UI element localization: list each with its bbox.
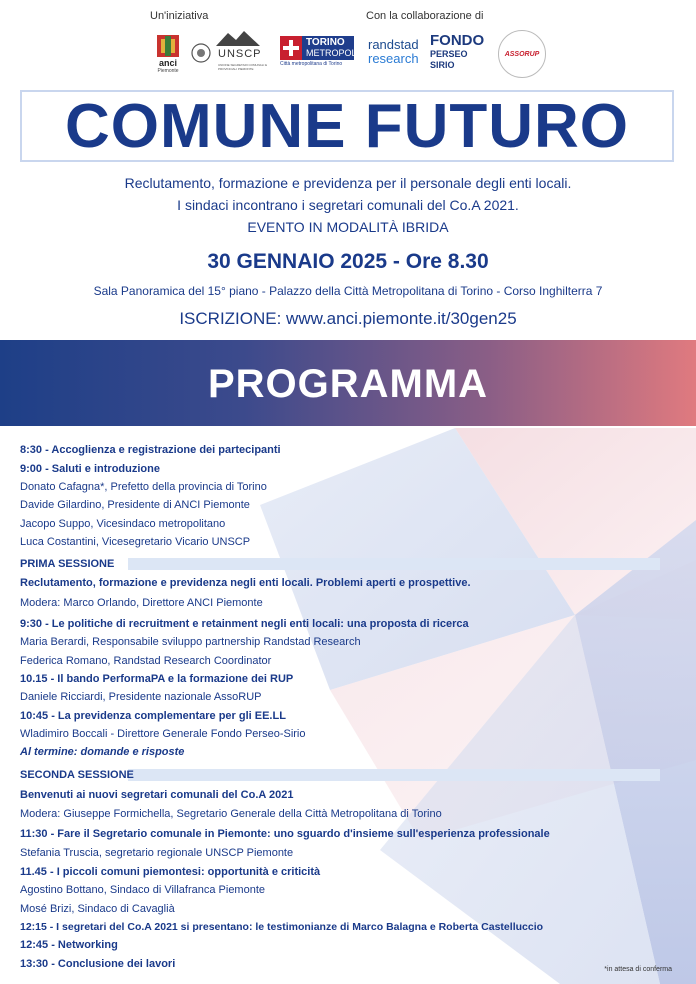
randstad-logo-line2: research: [368, 51, 419, 66]
footnote: *in attesa di conferma: [604, 966, 672, 973]
program-line: 12:15 - I segretari del Co.A 2021 si presentano: le testimonianze di Marco Balagna e Roberta Castelluccio: [20, 921, 544, 933]
page-title: COMUNE FUTURO: [64, 91, 630, 161]
program-line: Stefania Truscia, segretario regionale UNSCP Piemonte: [20, 847, 294, 859]
unscp-emblem-icon: [190, 42, 212, 64]
prima-sessione-bar: [128, 558, 660, 570]
program-line: Mosé Brizi, Sindaco di Cavaglià: [20, 903, 175, 915]
program-line: Reclutamento, formazione e previdenza negli enti locali. Problemi aperti e prospettive.: [20, 577, 471, 589]
program-line: 9:30 - Le politiche di recruitment e retainment negli enti locali: una proposta di ricerca: [20, 618, 469, 630]
program-line: Modera: Giuseppe Formichella, Segretario Generale della Città Metropolitana di Torino: [20, 808, 442, 820]
anci-logo-sub: Piemonte: [157, 67, 179, 74]
registration-link[interactable]: ISCRIZIONE: www.anci.piemonte.it/30gen25: [179, 309, 517, 328]
program-line: Daniele Ricciardi, Presidente nazionale AssoRUP: [20, 691, 262, 703]
program-line: Wladimiro Boccali - Direttore Generale Fondo Perseo-Sirio: [20, 728, 306, 740]
randstad-logo-line1: randstad: [368, 37, 419, 52]
torino-metropoli-logo: [280, 36, 360, 70]
program-line: Jacopo Suppo, Vicesindaco metropolitano: [20, 518, 226, 530]
program-line: Federica Romano, Randstad Research Coordinator: [20, 655, 272, 667]
assorup-logo: [498, 30, 546, 78]
program-line: 8:30 - Accoglienza e registrazione dei partecipanti: [20, 444, 281, 456]
randstad-research-logo: [368, 36, 424, 68]
program-line: Agostino Bottano, Sindaco di Villafranca Piemonte: [20, 884, 266, 896]
program-line: 11:30 - Fare il Segretario comunale in Piemonte: uno sguardo d'insieme sull'esperienza professionale: [20, 828, 550, 840]
anci-logo-text: anci: [158, 57, 177, 68]
session-heading: SECONDA SESSIONE: [20, 769, 134, 781]
anci-emblem-icon: [155, 33, 181, 59]
event-date: 30 GENNAIO 2025 - Ore 8.30: [207, 250, 489, 273]
program-line: Luca Costantini, Vicesegretario Vicario UNSCP: [20, 536, 251, 548]
assorup-logo-text: ASSORUP: [504, 50, 540, 58]
torino-logo-line2: METROPOLI: [306, 48, 360, 58]
torino-logo-sub: Città metropolitana di Torino: [280, 61, 343, 67]
collaboration-label: Con la collaborazione di: [366, 10, 484, 22]
program-line: Maria Berardi, Responsabile sviluppo partnership Randstad Research: [20, 636, 361, 648]
program-line: Al termine: domande e risposte: [20, 746, 185, 758]
subtitle-line-1: Reclutamento, formazione e previdenza per il personale degli enti locali.: [124, 175, 572, 191]
unscp-logo-sub: UNIONE SEGRETARI COMUNALI E PROVINCIALI PIEMONTE: [218, 63, 268, 71]
subtitle-line-2: I sindaci incontrano i segretari comunali del Co.A 2021.: [177, 197, 519, 213]
mountain-icon: [216, 30, 260, 46]
anci-logo: [150, 32, 186, 74]
unscp-logo-text: UNSCP: [218, 48, 262, 60]
initiative-label: Un'iniziativa: [150, 10, 209, 22]
programma-banner-title: PROGRAMMA: [207, 362, 489, 406]
fondo-perseo-sirio-logo: [430, 32, 492, 70]
program-line: Davide Gilardino, Presidente di ANCI Piemonte: [20, 499, 250, 511]
program-line: 11.45 - I piccoli comuni piemontesi: opportunità e criticità: [20, 866, 321, 878]
program-line: 13:30 - Conclusione dei lavori: [20, 958, 176, 970]
event-venue: Sala Panoramica del 15° piano - Palazzo della Città Metropolitana di Torino - Corso Inghilterra 7: [93, 284, 603, 298]
programma-banner: [0, 340, 696, 426]
program-line: 12:45 - Networking: [20, 939, 118, 951]
program-line: Modera: Marco Orlando, Direttore ANCI Piemonte: [20, 597, 263, 609]
subtitle-line-3: EVENTO IN MODALITÀ IBRIDA: [247, 219, 449, 235]
seconda-sessione-bar: [128, 769, 660, 781]
session-heading: PRIMA SESSIONE: [20, 558, 115, 570]
program-line: 9:00 - Saluti e introduzione: [20, 463, 160, 475]
program-line: 10.15 - Il bando PerformaPA e la formazione dei RUP: [20, 673, 294, 685]
program-line: Donato Cafagna*, Prefetto della provincia di Torino: [20, 481, 267, 493]
fondo-logo-line1: FONDO: [430, 32, 485, 49]
program-line: Benvenuti ai nuovi segretari comunali del Co.A 2021: [20, 789, 294, 801]
program-line: 10:45 - La previdenza complementare per gli EE.LL: [20, 710, 286, 722]
torino-logo-cross-v: [289, 40, 293, 56]
title-box: [20, 90, 674, 162]
torino-logo-line1: TORINO: [306, 37, 345, 48]
fondo-logo-line2: PERSEO SIRIO: [430, 49, 468, 70]
unscp-logo: [190, 26, 270, 78]
